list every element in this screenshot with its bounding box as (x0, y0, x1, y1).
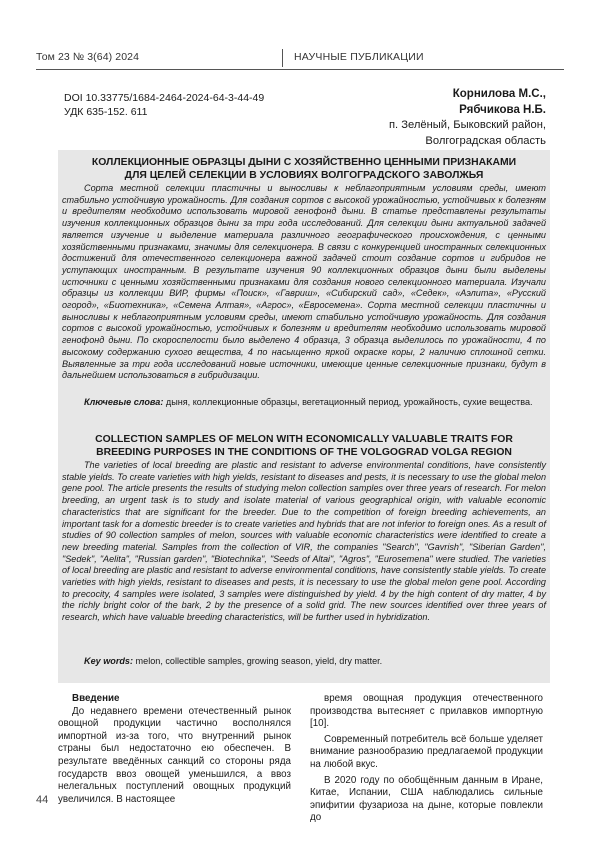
keywords-ru-text: дыня, коллекционные образцы, вегетационный период, урожайность, сухие вещества. (163, 397, 533, 407)
title-en-line-1: COLLECTION SAMPLES OF MELON WITH ECONOMICALLY VALUABLE TRAITS FOR (95, 434, 513, 445)
journal-issue: Том 23 № 3(64) 2024 (36, 51, 140, 63)
abstract-en: The varieties of local breeding are plastic and resistant to adverse environmental conditions, have consistently stable yields. To create varieties with high yields, resistant to diseases and pests, it is necessary to use the global melon gene pool. The article presents the results of studying melon collection samples over three years of research. For melon breeding, an urgent task is to study and isolate material of various geographical origin, with valuable economic characteristics that are significant for the breeder. Due to the competition of foreign breeding achievements, an important task for a domestic breeder is to create varieties and hybrids that are not inferior to foreign ones. As a result of studies of 90 collection samples of melon, sources with valuable economic characteristics were identified to create a new breeding material. Samples from the collection of VIR, the companies "Search", "Gavrish", "Siberian Garden", "Sedek", "Aelita", "Russian garden", "Biotechnika", "Seeds of Altai", "Agros", "Eurosemena" were studied. The varieties of local breeding are plastic and resistant to adverse environmental conditions, have consistently stable yields. To create varieties with high yields, resistant to diseases and pests, it is necessary to use the global melon gene pool. According to precocity, 4 samples were isolated, 3 samples were distinguished by yield. 4 by the high content of dry matter, 4 by the richly bright color of the bark, 2 by the presence of a solid grid. The new sources identified over three years of research, which have valuable breeding characteristics, will be further used in hybridization. (62, 460, 546, 623)
keywords-ru (62, 397, 546, 409)
title-ru (58, 156, 550, 182)
affiliation-line-1: п. Зелёный, Быковский район, (388, 119, 546, 131)
running-header (36, 49, 564, 65)
title-en-line-2: BREEDING PURPOSES IN THE CONDITIONS OF THE VOLGOGRAD VOLGA REGION (96, 447, 512, 458)
title-ru-line-1: КОЛЛЕКЦИОННЫЕ ОБРАЗЦЫ ДЫНИ С ХОЗЯЙСТВЕННО ЦЕННЫМИ ПРИЗНАКАМИ (91, 157, 517, 168)
keywords-en-label: Key words: (84, 656, 134, 666)
body-paragraph: В 2020 году по обобщённым данным в Иране, Китае, Испании, США наблюдались сильные эпифитии фузариоза на дыне, которые повлекли до (310, 774, 543, 824)
udk: УДК 635-152. 611 (64, 106, 148, 118)
doi-block (64, 91, 264, 119)
keywords-en-text: melon, collectible samples, growing season, yield, dry matter. (133, 656, 383, 666)
title-ru-line-2: ДЛЯ ЦЕЛЕЙ СЕЛЕКЦИИ В УСЛОВИЯХ ВОЛГОГРАДСКОГО ЗАВОЛЖЬЯ (124, 170, 484, 181)
author-1: Корнилова М.С., (452, 88, 546, 100)
header-rule (36, 69, 564, 70)
body-paragraph: Современный потребитель всё больше уделяет внимание разнообразию предлагаемой продукции на любой вкус. (310, 733, 543, 770)
doi: DOI 10.33775/1684-2464-2024-64-3-44-49 (64, 92, 265, 104)
body-paragraph: До недавнего времени отечественный рынок овощной продукции частично восполнялся импортной из-за того, что внутренний рынок страны был недостаточно ею обеспечен. В результате введённых санкций со стороны ряда государств ввоз овощей уменьшился, а ввоз нелегальных поступлений овощных продукций увеличился. В настоящее (58, 705, 291, 805)
body-paragraph: время овощная продукция отечественного производства вытесняет с прилавков импортную [10]. (310, 693, 543, 730)
title-en (58, 433, 550, 459)
authors-block (389, 87, 546, 149)
author-2: Рябчикова Н.Б. (459, 103, 546, 116)
body-column-left (58, 693, 291, 806)
section-heading-intro: Введение (72, 693, 120, 704)
abstract-ru: Сорта местной селекции пластичны и выносливы к неблагоприятным условиям среды, имеют стабильно устойчивую урожайность. Для создания сортов с высокой урожайностью, устойчивых к болезням и вредителям необходимо использовать мировой генофонд дыни. В статье представлены результаты изучения коллекционных образцов дыни за три года исследований. Для селекции дыни актуальной задачей является изучение и выделение материала различного географического происхождения, с ценными хозяйственными признаками, значимы для селекционера. В связи с конкуренцией иностранных селекционных достижений для отечественного селекционера важной задачей стоит создание сортов и гибридов не уступающих иностранным. В результате изучения 90 коллекционных образцов дыни были выделены источники с ценными хозяйственными признаками для создания нового селекционного материала. Изучали образцы из коллекции ВИР, фирмы «Поиск», «Гавриш», «Сибирский сад», «Седек», «Аэлита», «Русский огород», «Биотехника», «Семена Алтая», «Агрос», «Евросемена». Сорта местной селекции пластичны и выносливы к неблагоприятным условиям среды, имеют стабильно устойчивую урожайность. Для создания сортов с высокой урожайностью, устойчивых к болезням и вредителям необходимо использовать мировой генофонд дыни. По скороспелости было выделено 4 образца, 3 образца выделилось по урожайности, 4 по высокому содержанию сухого вещества, 4 по насыщенно яркой окраске коры, 2 наличию сплошной сетки. Выявленные за три года исследований новые источники, имеющие ценные селекционные признаки, будут в дальнейшем использоваться в гибридизации. (62, 183, 546, 381)
keywords-ru-label: Ключевые слова: (84, 397, 164, 407)
section-name: НАУЧНЫЕ ПУБЛИКАЦИИ (294, 51, 424, 63)
body-column-right (310, 693, 543, 825)
keywords-en (62, 656, 546, 668)
page-number: 44 (36, 794, 49, 806)
affiliation-line-2: Волгоградская область (425, 134, 546, 147)
header-divider (282, 49, 283, 67)
